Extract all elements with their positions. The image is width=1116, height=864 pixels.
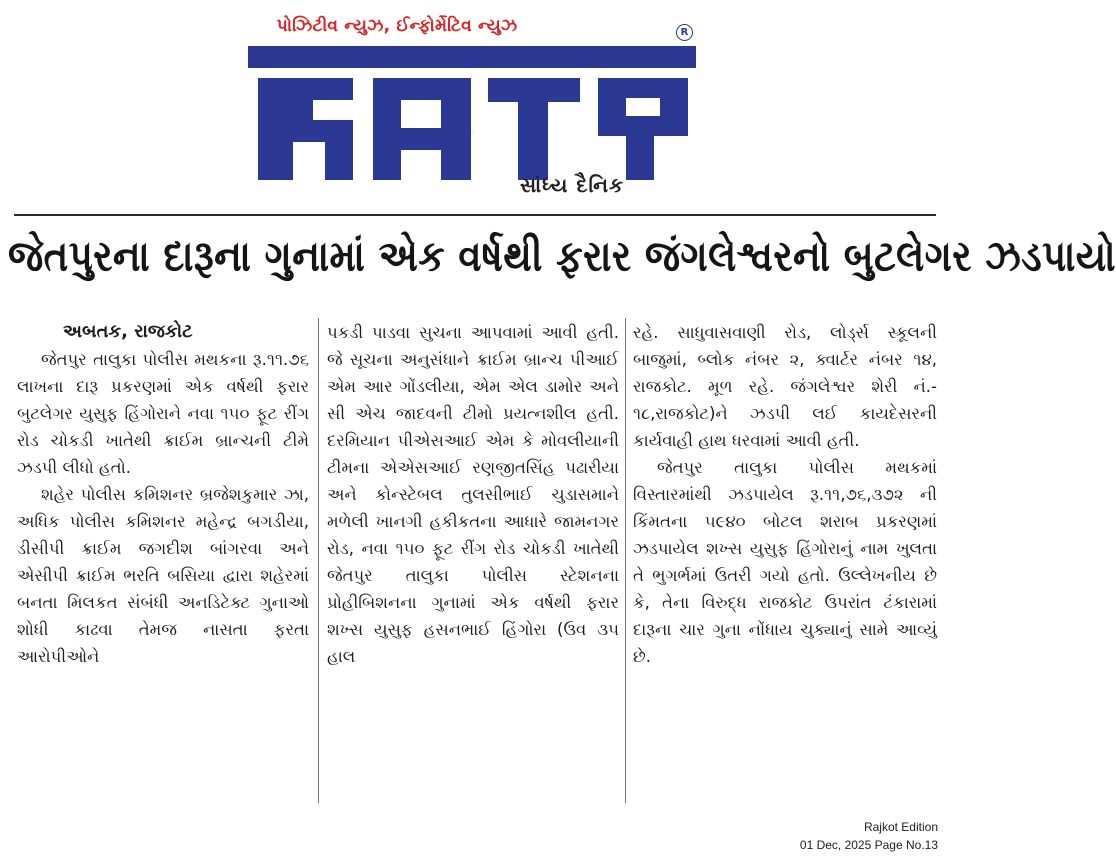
article-paragraph: જેતપુર તાલુકા પોલીસ મથકના રૂ.૧૧.૭૬ લાખના દારૂ પ્રકરણમાં એક વર્ષથી ફરાર બુટલેગર યુસુફ હિંગોરાને નવા ૧૫૦ ફૂટ રીંગ રોડ ચોકડી ખાતેથી ક્રાઈમ બ્રાન્ચની ટીમે ઝડપી લીધો હતો.: [17, 350, 309, 477]
masthead-divider: [14, 214, 936, 216]
article-paragraph: શહેર પોલીસ કમિશનર બ્રજેશકુમાર ઝા, અધિક પોલીસ કમિશનર મહેન્દ્ર બગડીયા, ડીસીપી ક્રાઈમ જગદીશ બાંગરવા અને એસીપી ક્રાઈમ ભરતિ બસિયા દ્વારા શહેરમાં બનતા મિલકત સંબંધી અનડિટેક્ટ ગુનાઓ શોધી કાઢવા તેમજ નાસતા ફરતા આરોપીઓને: [17, 485, 309, 666]
article-column-1: [17, 318, 309, 670]
article-dateline: અબતક, રાજકોટ: [63, 321, 193, 342]
article-paragraph: રહે. સાધુવાસવાણી રોડ, લોર્ડ્સ સ્કૂલની બાજુમાં, બ્લોક નંબર ૨, ક્વાર્ટર નંબર ૧૪, રાજકોટ. મૂળ રહે. જંગલેશ્વર શેરી નં.- ૧૮,રાજકોટ)ને ઝડપી લઈ કાયદેસરની કાર્યવાહી હાથ ધરવામાં આવી હતી.: [633, 323, 937, 450]
masthead-subtitle: સાંધ્ય દૈનિક: [520, 173, 625, 197]
registered-mark-icon: R: [676, 24, 693, 41]
abtak-logo-mark: [248, 38, 696, 188]
edition-label: Rajkot Edition: [863, 820, 938, 834]
article-paragraph: જેતપુર તાલુકા પોલીસ મથકમાં વિસ્તારમાંથી ઝડપાયેલ રૂ.૧૧,૭૬,૩૭૨ ની કિંમતના ૫૯૪૦ બોટલ શરાબ પ્રકરણમાં ઝડપાયેલ શખ્સ યુસુફ હિંગોરાનું નામ ખુલતા તે ભુગર્ભમાં ઉતરી ગયો હતો. ઉલ્લેખનીય છે કે, તેના વિરુદ્ધ રાજકોટ ઉપરાંત ટંકારામાં દારૂના ચાર ગુના નોંધાય ચુક્યાનું સામે આવ્યું છે.: [633, 458, 937, 666]
newspaper-logo: [248, 38, 696, 188]
column-divider: [318, 318, 319, 803]
masthead: [0, 0, 948, 212]
masthead-tagline: પોઝિટીવ ન્યુઝ, ઈન્ફોર્મેટિવ ન્યુઝ: [276, 16, 518, 36]
date-page-label: 01 Dec, 2025 Page No.13: [799, 838, 938, 852]
article-column-3: [633, 319, 937, 670]
logo-text: અબતક: [470, 133, 474, 134]
page-footer: [800, 818, 938, 854]
article-column-2: [327, 319, 619, 670]
article-headline: જેતપુરના દારૂના ગુનામાં એક વર્ષથી ફરાર જંગલેશ્વરનો બુટલેગર ઝડપાયો: [8, 231, 1116, 281]
article-paragraph: પકડી પાડવા સુચના આપવામાં આવી હતી. જે સૂચના અનુસંધાને ક્રાઈમ બ્રાન્ચ પીઆઈ એમ આર ગોંડલીયા, એમ એલ ડામોર અને સી એચ જાદવની ટીમો પ્રયત્નશીલ હતી. દરમિયાન પીએસઆઈ એમ કે મોવલીયાની ટીમના એએસઆઈ રણજીતસિંહ પઢારીયા અને કોન્સ્ટેબલ તુલસીભાઈ ચુડાસમાને મળેલી ખાનગી હકીકતના આધારે જામનગર રોડ, નવા ૧૫૦ ફૂટ રીંગ રોડ ચોકડી ખાતેથી જેતપુર તાલુકા પોલીસ સ્ટેશનના પ્રોહીબિશનના ગુનામાં એક વર્ષથી ફરાર શખ્સ યુસુફ હસનભાઈ હિંગોરા (ઉવ ૩૫ હાલ: [327, 323, 619, 666]
column-divider: [625, 318, 626, 803]
